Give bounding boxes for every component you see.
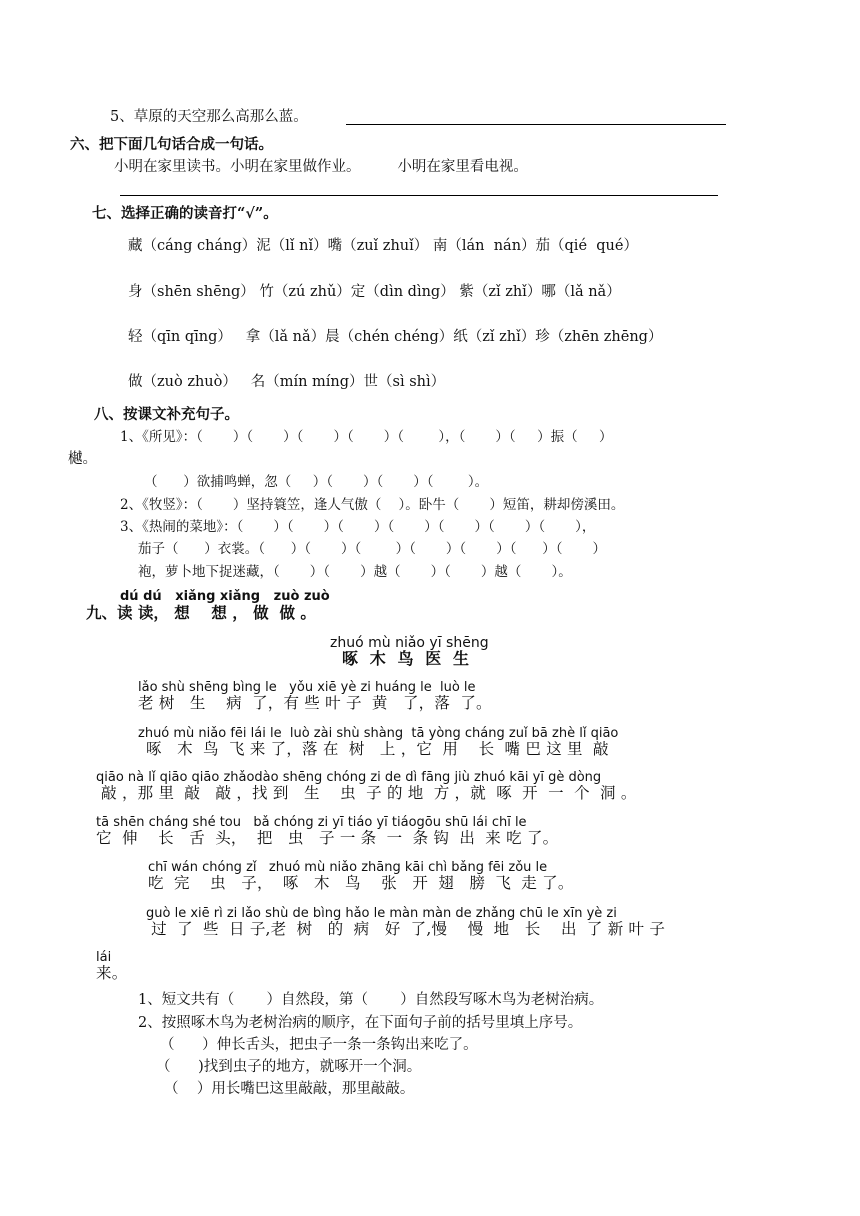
q5-text: 5、草原的天空那么高那么蓝。 [110,109,308,125]
story-pinyin-4: tā shēn cháng shé tou bǎ chóng zi yī tiáo yī tiáogōu shū lái chī le [96,815,527,830]
story-pinyin-1: lǎo shù shēng bìng le yǒu xiē yè zi huáng le luò le [138,680,476,695]
sec6-answer-line[interactable] [120,195,718,196]
sec7-title: 七、选择正确的读音打“√”。 [92,205,278,222]
sec9-title: 九、读 读， 想 想 ， 做 做 。 [86,603,316,622]
sec8-line-4[interactable]: 3、《热闹的菜地》：（ ）（ ）（ ）（ ）（ ）（ ）（ ）， [120,519,596,535]
sec8-line-1[interactable]: 1、《所见》：（ ）（ ）（ ）（ ）（ ），（ ）（ ）振（ ） [120,429,613,445]
sec7-row-2[interactable]: 身（shēn shēng） 竹（zú zhǔ）定（dìn dìng） 紫（zǐ zhǐ）哪（lǎ nǎ） [128,284,621,300]
story-line-1: 老 树 生 病 了，有 些 叶 子 黄 了，落 了。 [138,694,492,712]
sec8-line-6[interactable]: 袍，萝卜地下捉迷藏，（ ）（ ）越（ ）（ ）越（ ）。 [138,564,572,580]
story-pinyin-6: guò le xiē rì zi lǎo shù de bìng hǎo le màn màn de zhǎng chū le xīn yè zi [146,906,617,921]
sec9-question-1[interactable]: 1、短文共有（ ）自然段，第（ ）自然段写啄木鸟为老树治病。 [138,992,604,1008]
sec8-line-2[interactable]: （ ）欲捕鸣蝉，忽（ ）（ ）（ ）（ ）。 [144,474,489,490]
sec9-question-2: 2、按照啄木鸟为老树治病的顺序，在下面句子前的括号里填上序号。 [138,1015,583,1031]
q5-answer-line[interactable] [346,124,726,125]
story-title-pinyin: zhuó mù niǎo yī shēng [330,635,489,651]
sec7-row-3[interactable]: 轻（qīn qīng） 拿（lǎ nǎ）晨（chén chéng）纸（zǐ zhǐ）珍（zhēn zhēng） [128,329,663,345]
story-pinyin-7: lái [96,950,112,965]
sec6-sentences: 小明在家里读书。小明在家里做作业。 小明在家里看电视。 [114,159,528,175]
order-item-1[interactable]: （ ）伸长舌头，把虫子一条一条钩出来吃了。 [160,1037,478,1053]
story-line-7: 来。 [96,964,128,982]
story-line-6: 过 了 些 日 子,老 树 的 病 好 了,慢 慢 地 长 出 了 新 叶 子 [146,920,666,938]
sec7-row-4[interactable]: 做（zuò zhuò） 名（mín míng）世（sì shì） [128,374,446,390]
sec8-line-3[interactable]: 2、《牧竖》：（ ）坚持簑笠，逢人气傲（ ）。卧牛（ ）短笛，耕却傍溪田。 [120,497,625,513]
story-line-3: 敲 ，那 里 敲 敲 ，找 到 生 虫 子 的 地 方 ，就 啄 开 一 个 洞 。 [96,784,637,802]
order-item-2[interactable]: （ )找到虫子的地方，就啄开一个洞。 [156,1059,422,1075]
story-pinyin-2: zhuó mù niǎo fēi lái le luò zài shù shàng tā yòng cháng zuǐ bā zhè lǐ qiāo [138,726,619,741]
story-title: 啄 木 鸟 医 生 [342,649,470,668]
sec8-title: 八、按课文补充句子。 [94,406,239,423]
sec8-line-1-cont: 樾。 [68,451,97,467]
story-pinyin-3: qiāo nà lǐ qiāo qiāo zhǎodào shēng chóng zi de dì fāng jiù zhuó kāi yī gè dòng [96,770,602,785]
story-pinyin-5: chī wán chóng zǐ zhuó mù niǎo zhāng kāi chì bǎng fēi zǒu le [148,860,548,875]
order-item-3[interactable]: （ ）用长嘴巴这里敲敲，那里敲敲。 [164,1081,415,1097]
sec7-row-1[interactable]: 藏（cáng cháng）泥（lǐ nǐ）嘴（zuǐ zhuǐ） 南（lán nán）茄（qié qué） [128,238,638,254]
story-line-2: 啄 木 鸟 飞 来 了，落 在 树 上 ，它 用 长 嘴 巴 这 里 敲 [146,740,609,758]
sec9-title-pinyin: dú dú xiǎng xiǎng zuò zuò [120,589,330,604]
sec8-line-5[interactable]: 茄子（ ）衣裳。（ ）（ ）（ ）（ ）（ ）（ ）（ ） [138,541,606,557]
sec6-title: 六、把下面几句话合成一句话。 [70,136,273,153]
story-line-4: 它 伸 长 舌 头， 把 虫 子 一 条 一 条 钩 出 来 吃 了。 [96,829,559,847]
story-line-5: 吃 完 虫 子， 啄 木 鸟 张 开 翅 膀 飞 走 了。 [148,874,574,892]
